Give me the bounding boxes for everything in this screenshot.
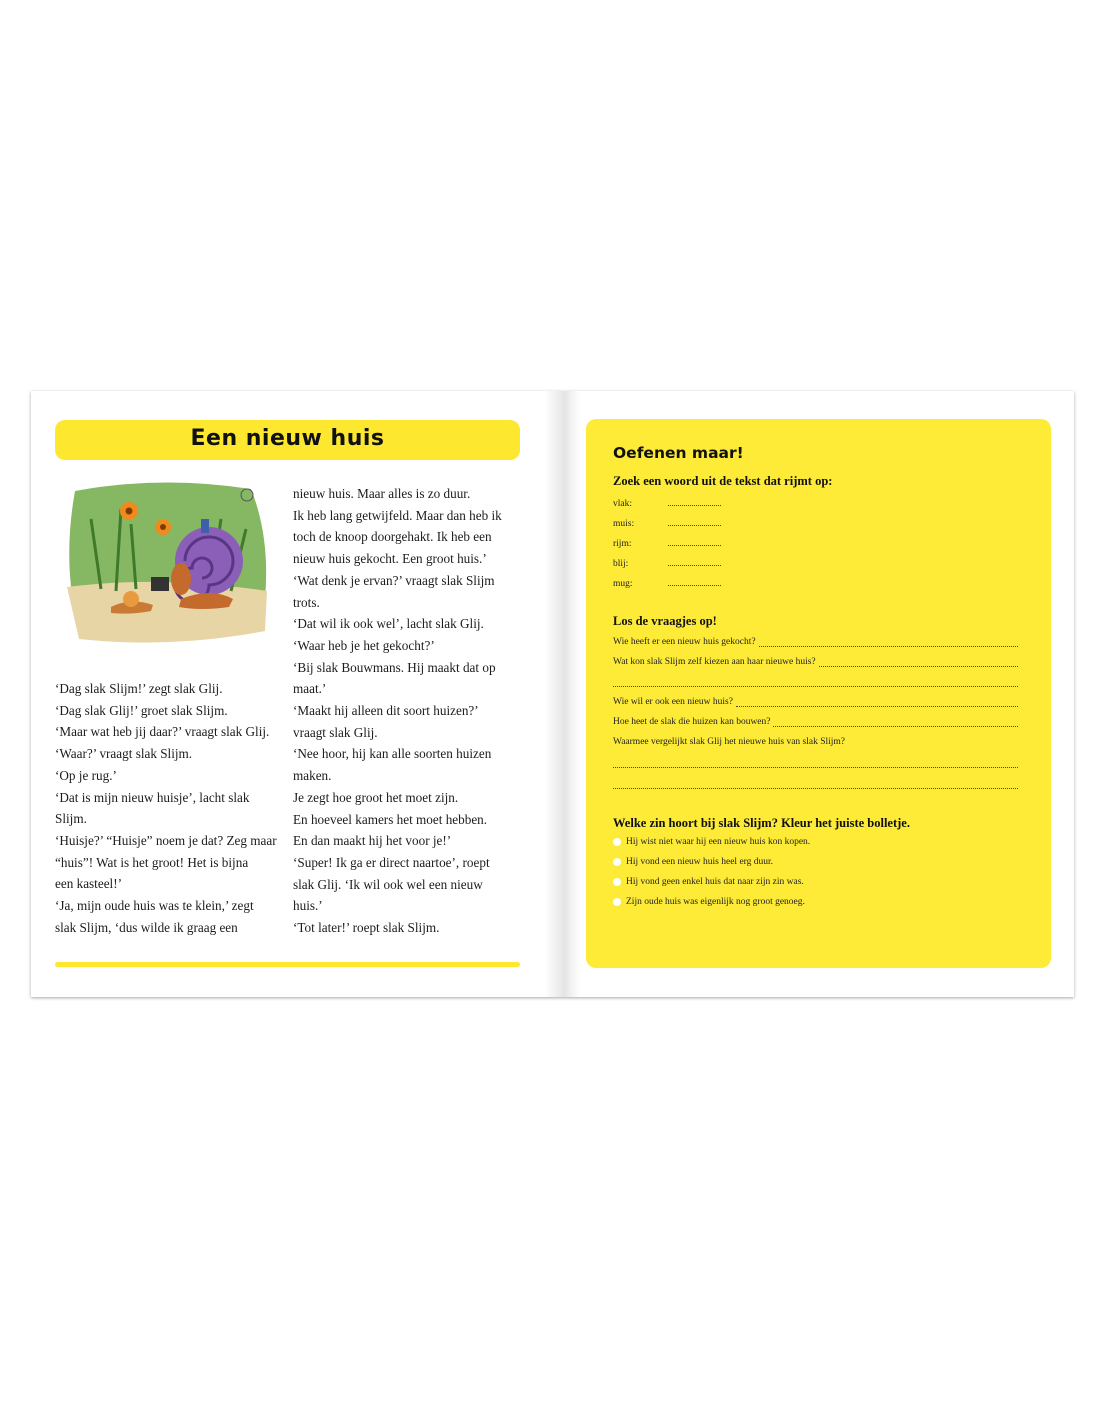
story-line: ‘Maakt hij alleen dit soort huizen?’	[293, 703, 479, 719]
story-line: ‘Tot later!’ roept slak Slijm.	[293, 920, 440, 936]
story-line: ‘Op je rug.’	[55, 767, 117, 783]
rhyme-word: mug:	[613, 579, 633, 589]
story-title: Een nieuw huis	[190, 426, 385, 451]
story-line: slak Slijm, ‘dus wilde ik graag een	[55, 919, 238, 935]
rhyme-word: muis:	[613, 519, 635, 529]
question-text: Wie heeft er een nieuw huis gekocht?	[613, 637, 756, 647]
choice-text: Hij vond een nieuw huis heel erg duur.	[626, 857, 774, 867]
choice-bullet[interactable]	[613, 878, 621, 886]
snail-illustration	[61, 479, 273, 649]
story-line: ‘Maar wat heb jij daar?’ vraagt slak Glij.	[55, 724, 270, 740]
questions-heading: Los de vraagjes op!	[613, 614, 717, 628]
story-line: toch de knoop doorgehakt. Ik heb een	[293, 529, 492, 545]
story-line: nieuw huis gekocht. Een groot huis.’	[293, 551, 487, 567]
story-line: Ik heb lang getwijfeld. Maar dan heb ik	[293, 507, 502, 523]
answer-line[interactable]	[773, 717, 1018, 727]
answer-line[interactable]	[736, 697, 1018, 707]
story-line: maat.’	[293, 681, 327, 697]
rhyme-word: vlak:	[613, 499, 632, 509]
answer-line[interactable]	[613, 766, 1018, 768]
story-line: maken.	[293, 768, 332, 784]
answer-line[interactable]	[759, 637, 1018, 647]
bottom-yellow-bar	[55, 962, 520, 967]
question-text: Waarmee vergelijkt slak Glij het nieuwe huis van slak Slijm?	[613, 737, 846, 747]
exercise-panel	[586, 419, 1051, 968]
story-line: ‘Bij slak Bouwmans. Hij maakt dat op	[293, 659, 496, 675]
story-line: ‘Waar heb je het gekocht?’	[293, 637, 435, 653]
story-line: ‘Dag slak Slijm!’ zegt slak Glij.	[55, 681, 223, 696]
story-line: “huis”! Wat is het groot! Het is bijna	[55, 854, 249, 870]
story-line: vraagt slak Glij.	[293, 724, 378, 740]
rhyme-word: rijm:	[613, 539, 632, 549]
open-book	[31, 391, 1074, 997]
answer-line[interactable]	[668, 536, 721, 546]
question-row	[613, 657, 1018, 667]
story-line: ‘Dat wil ik ook wel’, lacht slak Glij.	[293, 616, 484, 632]
story-line: een kasteel!’	[55, 876, 122, 892]
answer-line[interactable]	[668, 556, 721, 566]
story-title-bar	[55, 420, 520, 460]
story-text-right	[293, 483, 523, 939]
story-line: En hoeveel kamers het moet hebben.	[293, 811, 488, 827]
rhyme-row	[613, 496, 721, 509]
story-line: ‘Wat denk je ervan?’ vraagt slak Slijm	[293, 572, 495, 588]
rhyme-row	[613, 536, 721, 549]
answer-line[interactable]	[668, 516, 721, 526]
rhyme-word: blij:	[613, 559, 629, 569]
story-line: trots.	[293, 594, 320, 610]
story-line: Slijm.	[55, 811, 87, 827]
answer-line[interactable]	[668, 496, 721, 506]
story-line: Je zegt hoe groot het moet zijn.	[293, 789, 459, 805]
answer-line[interactable]	[819, 657, 1018, 667]
story-line: ‘Dag slak Glij!’ groet slak Slijm.	[55, 702, 228, 718]
choice-option[interactable]	[613, 857, 773, 867]
question-row	[613, 697, 1018, 707]
exercise-title: Oefenen maar!	[613, 444, 744, 462]
answer-line[interactable]	[613, 685, 1018, 687]
question-text: Wie wil er ook een nieuw huis?	[613, 697, 733, 707]
question-text: Hoe heet de slak die huizen kan bouwen?	[613, 717, 771, 727]
book-spine	[545, 391, 581, 997]
answer-line[interactable]	[668, 576, 721, 586]
choice-option[interactable]	[613, 877, 804, 887]
story-line: huis.’	[293, 898, 323, 914]
question-row	[613, 737, 1018, 747]
choice-bullet[interactable]	[613, 858, 621, 866]
choice-bullet[interactable]	[613, 838, 621, 846]
choice-option[interactable]	[613, 837, 810, 847]
choice-option[interactable]	[613, 897, 805, 907]
story-line: En dan maakt hij het voor je!’	[293, 833, 452, 849]
choice-heading: Welke zin hoort bij slak Slijm? Kleur het juiste bolletje.	[613, 816, 910, 830]
rhyme-row	[613, 516, 721, 529]
story-line: ‘Nee hoor, hij kan alle soorten huizen	[293, 746, 492, 762]
answer-line[interactable]	[613, 787, 1018, 789]
choice-text: Hij wist niet waar hij een nieuw huis kon kopen.	[626, 837, 811, 847]
choice-text: Zijn oude huis was eigenlijk nog groot genoeg.	[626, 897, 805, 907]
story-line: nieuw huis. Maar alles is zo duur.	[293, 486, 471, 501]
question-row	[613, 637, 1018, 647]
choice-text: Hij vond geen enkel huis dat naar zijn zin was.	[626, 877, 804, 887]
question-row	[613, 717, 1018, 727]
rhyme-row	[613, 556, 721, 569]
story-line: ‘Huisje?’ “Huisje” noem je dat? Zeg maar	[55, 832, 277, 848]
story-line: ‘Dat is mijn nieuw huisje’, lacht slak	[55, 789, 250, 805]
story-line: slak Glij. ‘Ik wil ook wel een nieuw	[293, 876, 483, 892]
story-line: ‘Super! Ik ga er direct naartoe’, roept	[293, 854, 490, 870]
story-text-left	[55, 678, 291, 938]
rhyme-row	[613, 576, 721, 589]
rhyme-heading: Zoek een woord uit de tekst dat rijmt op:	[613, 474, 833, 488]
question-text: Wat kon slak Slijm zelf kiezen aan haar nieuwe huis?	[613, 657, 816, 667]
story-line: ‘Ja, mijn oude huis was te klein,’ zegt	[55, 898, 254, 914]
story-line: ‘Waar?’ vraagt slak Slijm.	[55, 746, 193, 762]
choice-bullet[interactable]	[613, 898, 621, 906]
